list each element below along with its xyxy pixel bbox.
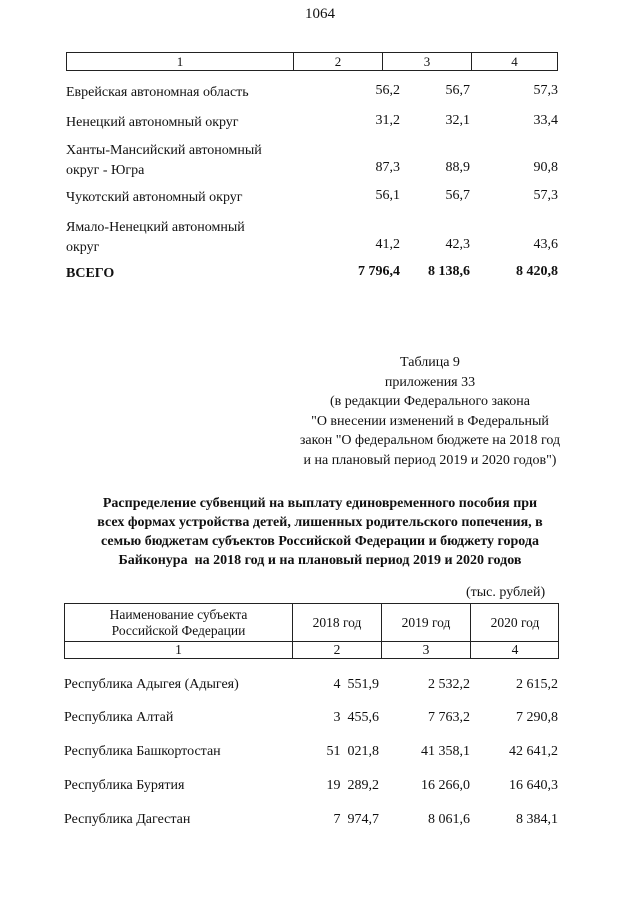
value-2019: 42,3 <box>445 237 470 252</box>
column-number-3: 3 <box>422 642 430 657</box>
region-name: Ямало-Ненецкий автономный округ <box>66 220 245 255</box>
value-2018: 19 289,2 <box>326 778 379 793</box>
value-2019: 88,9 <box>445 160 470 175</box>
value-2020: 16 640,3 <box>509 778 558 793</box>
value-2018: 87,3 <box>375 160 400 175</box>
table-row <box>64 710 560 730</box>
title-line: Байконура на 2018 год и на плановый период 2019 и 2020 годов <box>118 553 522 568</box>
table-label <box>230 353 630 470</box>
total-2019: 8 138,6 <box>428 264 470 279</box>
column-number-1: 1 <box>175 642 182 657</box>
table-label-line: закон "О федеральном бюджете на 2018 год <box>299 433 561 448</box>
title-line: Распределение субвенций на выплату единовременного пособия при <box>102 496 538 511</box>
value-2018: 56,1 <box>375 188 400 203</box>
units-label: (тыс. рублей) <box>466 585 546 600</box>
column-header-2018: 2018 год <box>312 614 362 630</box>
value-2018: 51 021,8 <box>326 744 379 759</box>
table-label-line: и на плановый период 2019 и 2020 годов") <box>303 452 557 468</box>
column-number-4: 4 <box>511 642 519 657</box>
region-name: Ханты-Мансийский автономный округ - Югра <box>66 143 262 178</box>
total-2020: 8 420,8 <box>516 264 558 279</box>
value-2020: 42 641,2 <box>509 744 558 759</box>
value-2020: 43,6 <box>533 237 558 252</box>
value-2019: 2 532,2 <box>428 677 470 692</box>
total-2018: 7 796,4 <box>358 264 400 279</box>
value-2018: 7 974,7 <box>333 812 379 827</box>
column-number-3: 3 <box>383 53 472 70</box>
value-2020: 7 290,8 <box>516 710 558 725</box>
title-line: всех формах устройства детей, лишенных родительского попечения, в <box>97 515 543 530</box>
value-2019: 56,7 <box>445 188 470 203</box>
value-2020: 90,8 <box>533 160 558 175</box>
value-2019: 56,7 <box>445 83 470 98</box>
region-name: Республика Дагестан <box>64 812 191 827</box>
value-2019: 7 763,2 <box>428 710 470 725</box>
value-2019: 8 061,6 <box>428 812 470 827</box>
column-number-1: 1 <box>67 53 294 70</box>
table-label-line: Таблица 9 <box>400 355 460 370</box>
column-header-2020: 2020 год <box>490 614 540 630</box>
top-table-header <box>66 52 558 71</box>
table-label-line: приложения 33 <box>384 374 476 390</box>
table-row <box>64 677 560 697</box>
value-2018: 31,2 <box>375 113 400 128</box>
main-table-header <box>64 603 559 659</box>
value-2020: 8 384,1 <box>516 812 558 827</box>
value-2019: 16 266,0 <box>421 778 470 793</box>
value-2020: 57,3 <box>533 83 558 98</box>
value-2018: 41,2 <box>375 237 400 252</box>
value-2019: 41 358,1 <box>421 744 470 759</box>
total-label: ВСЕГО <box>66 266 115 281</box>
table-row <box>64 778 560 798</box>
region-name: Еврейская автономная область <box>66 85 249 100</box>
value-2020: 2 615,2 <box>516 677 558 692</box>
value-2018: 56,2 <box>375 83 400 98</box>
region-name: Чукотский автономный округ <box>66 190 243 205</box>
column-number-2: 2 <box>294 53 383 70</box>
table-label-line: "О внесении изменений в Федеральный <box>311 413 549 429</box>
column-number-2: 2 <box>333 642 341 657</box>
value-2019: 32,1 <box>445 113 470 128</box>
region-name: Республика Алтай <box>64 710 174 725</box>
region-name: Республика Башкортостан <box>64 744 221 759</box>
value-2020: 57,3 <box>533 188 558 203</box>
table-row <box>64 812 560 832</box>
column-header-name: Наименование субъекта Российской Федерации <box>109 606 248 638</box>
document-title <box>40 494 600 570</box>
region-name: Ненецкий автономный округ <box>66 115 239 130</box>
region-name: Республика Бурятия <box>64 778 185 793</box>
region-name: Республика Адыгея (Адыгея) <box>64 677 239 692</box>
value-2018: 4 551,9 <box>333 677 379 692</box>
table-row <box>64 744 560 764</box>
value-2020: 33,4 <box>533 113 558 128</box>
column-header-2019: 2019 год <box>401 614 451 630</box>
title-line: семью бюджетам субъектов Российской Федерации и бюджету города <box>101 534 539 549</box>
column-number-4: 4 <box>511 53 518 69</box>
value-2018: 3 455,6 <box>333 710 379 725</box>
table-label-line: (в редакции Федерального закона <box>330 394 530 409</box>
page-number: 1064 <box>305 6 335 22</box>
